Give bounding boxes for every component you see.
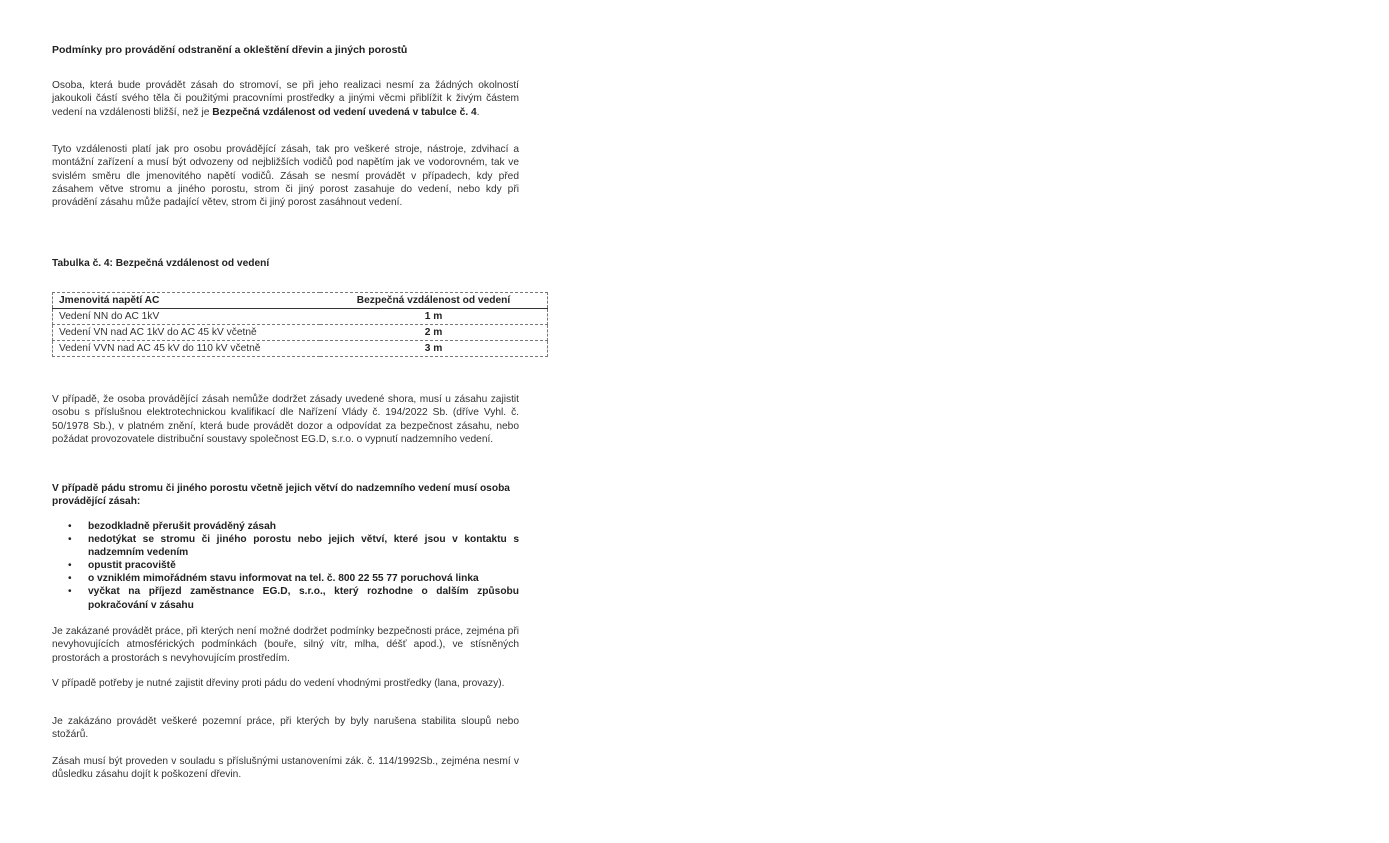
table-cell-distance: 3 m [320,341,548,357]
prohibited-work-paragraph: Je zakázané provádět práce, při kterých není možné dodržet podmínky bezpečnosti práce, zejména při nevyhovujících atmosférických podmínkách (bouře, silný vítr, mlha, déšť apod.), ve stísněných prostorách a prostorách s nevyhovujícím prostředím. [52,626,519,664]
list-item: • nedotýkat se stromu či jiného porostu nebo jejich větví, které jsou v kontaktu s nadzemním vedením [68,534,519,559]
table-row [53,341,548,357]
distance-paragraph: Tyto vzdálenosti platí jak pro osobu provádějící zásah, tak pro veškeré stroje, nástroje, zdvihací a montážní zařízení a musí být odvozeny od nejbližších vodičů pod napětím jak ve vodorovném, tak ve svislém směru dle jmenovitého napětí vodičů. Zásah se nesmí provádět v případech, kdy před zásahem větve stromu a jiného porostu, strom či jiný porost zasahuje do vedení, nebo kdy při provádění zásahu může padající větev, strom či jiný porost zasáhnout vedení. [52,144,519,209]
table-header-row [53,293,548,309]
list-item: • bezodkladně přerušit prováděný zásah [68,521,276,532]
intro-paragraph [52,79,519,119]
supervision-paragraph: V případě, že osoba provádějící zásah nemůže dodržet zásady uvedené shora, musí u zásahu zajistit osobu s příslušnou elektrotechnickou kvalifikací dle Nařízení Vlády č. 194/2022 Sb. (dříve Vyhl. č. 50/1978 Sb.), v platném znění, která bude provádět dozor a odpovídat za bezpečnost zásahu, nebo požádat provozovatele distribuční soustavy společnost EG.D, s.r.o. o vypnutí nadzemního vedení. [52,394,519,445]
page-title: Podmínky pro provádění odstranění a okleštění dřevin a jiných porostů [52,44,408,56]
table-row [53,309,548,325]
table-row [53,325,548,341]
table-cell-voltage: Vedení VVN nad AC 45 kV do 110 kV včetně [53,341,321,357]
bullet-icon: • [68,586,72,598]
table-cell-distance: 1 m [320,309,548,325]
bullet-icon: • [68,573,72,585]
column-header-distance: Bezpečná vzdálenost od vedení [320,293,548,309]
list-item: • opustit pracoviště [68,560,176,572]
table-caption: Tabulka č. 4: Bezpečná vzdálenost od vedení [52,258,270,269]
ground-work-paragraph: Je zakázáno provádět veškeré pozemní práce, při kterých by byly narušena stabilita sloupů nebo stožárů. [52,716,519,741]
legal-compliance-paragraph: Zásah musí být proveden v souladu s příslušnými ustanoveními zák. č. 114/1992Sb., zejména nesmí v důsledku zásahu dojít k poškození dřevin. [52,756,519,781]
table-cell-distance: 2 m [320,325,548,341]
tree-fall-heading: V případě pádu stromu či jiného porostu včetně jejich větví do nadzemního vedení musí osoba provádějící zásah: [52,483,510,508]
list-item: • vyčkat na příjezd zaměstnance EG.D, s.r.o., který rozhodne o dalším způsobu pokračování v zásahu [68,586,519,611]
securing-trees-paragraph: V případě potřeby je nutné zajistit dřeviny proti pádu do vedení vhodnými prostředky (lana, provazy). [52,678,505,689]
bullet-icon: • [68,521,72,532]
intro-end: . [476,106,480,118]
column-header-voltage: Jmenovitá napětí AC [53,293,321,309]
table-cell-voltage: Vedení NN do AC 1kV [53,309,321,325]
list-item: • o vzniklém mimořádném stavu informovat na tel. č. 800 22 55 77 poruchová linka [68,573,479,585]
safe-distance-table [52,292,548,357]
table-cell-voltage: Vedení VN nad AC 1kV do AC 45 kV včetně [53,325,321,341]
tree-fall-actions-list [52,520,519,612]
intro-bold-text: Bezpečná vzdálenost od vedení uvedená v tabulce č. 4 [212,106,477,118]
bullet-icon: • [68,560,72,572]
intro-text: Osoba, která bude provádět zásah do stromoví, se při jeho realizaci nesmí za žádných okolností jakoukoli částí svého těla či použitými pracovními prostředky a jinými věcmi přiblížit k živým částem vedení na vzdálenosti bližší, než je [52,80,519,118]
bullet-icon: • [68,534,72,546]
